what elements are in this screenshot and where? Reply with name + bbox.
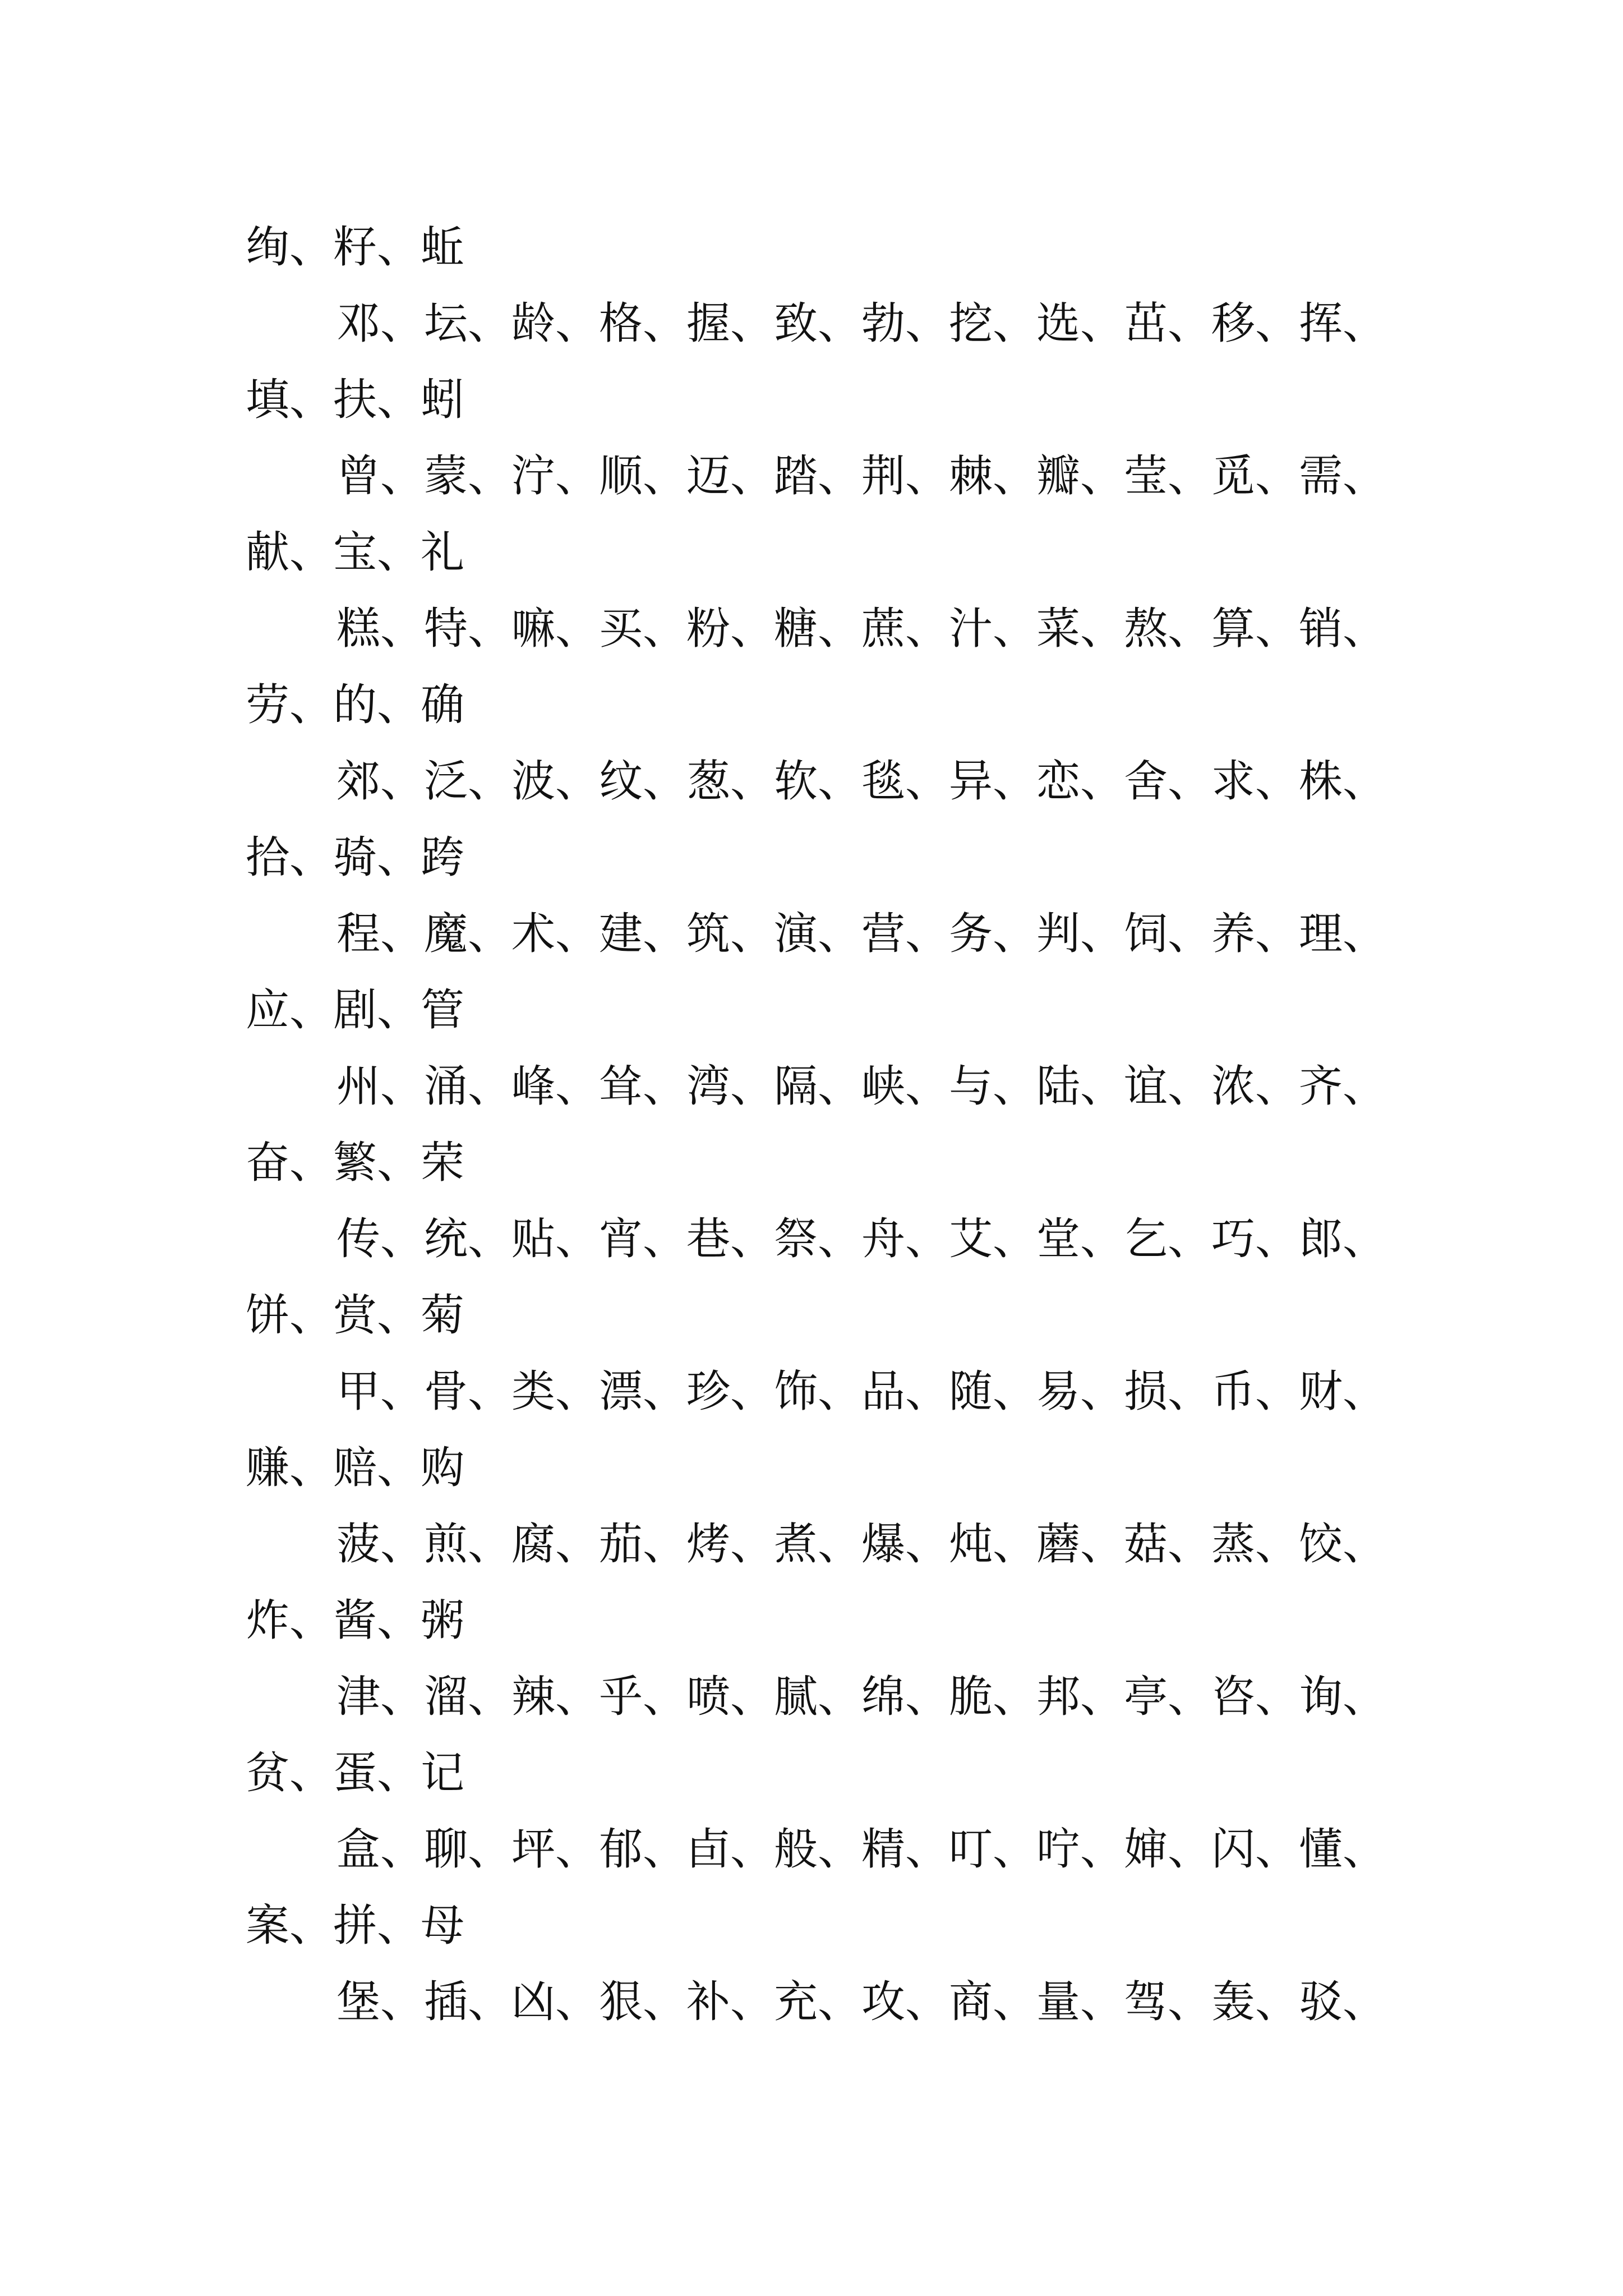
text-line: 填、扶、蚓 bbox=[246, 375, 465, 425]
text-line: 案、拼、母 bbox=[246, 1901, 465, 1951]
text-line: 州、涌、峰、耸、湾、隔、峡、与、陆、谊、浓、齐、 bbox=[336, 1061, 1387, 1112]
text-line: 劳、的、确 bbox=[246, 680, 465, 730]
text-line: 贫、蛋、记 bbox=[246, 1748, 465, 1798]
text-line: 糕、特、嘛、买、粉、糖、蔗、汁、菜、熬、算、销、 bbox=[336, 604, 1387, 654]
text-line: 应、剧、管 bbox=[246, 985, 465, 1036]
text-line: 奋、繁、荣 bbox=[246, 1138, 465, 1188]
character-list bbox=[246, 209, 1423, 2040]
text-line: 饼、赏、菊 bbox=[246, 1290, 465, 1341]
text-line: 邓、坛、龄、格、握、致、勃、挖、选、茁、移、挥、 bbox=[336, 298, 1387, 349]
text-line: 甲、骨、类、漂、珍、饰、品、随、易、损、币、财、 bbox=[336, 1366, 1387, 1417]
text-line: 堡、插、凶、狠、补、充、攻、商、量、驾、轰、驳、 bbox=[336, 1977, 1387, 2027]
text-line: 曾、蒙、泞、顺、迈、踏、荆、棘、瓣、莹、觅、需、 bbox=[336, 451, 1387, 501]
text-line: 盒、聊、坪、郁、卣、般、精、叮、咛、婶、闪、懂、 bbox=[336, 1824, 1387, 1875]
text-line: 绚、籽、蚯 bbox=[246, 222, 465, 273]
text-line: 炸、酱、粥 bbox=[246, 1595, 465, 1646]
text-line: 郊、泛、波、纹、葱、软、毯、异、恋、舍、求、株、 bbox=[336, 756, 1387, 807]
text-line: 传、统、贴、宵、巷、祭、舟、艾、堂、乞、巧、郎、 bbox=[336, 1214, 1387, 1264]
text-line: 程、魔、术、建、筑、演、营、务、判、饲、养、理、 bbox=[336, 909, 1387, 959]
text-line: 津、溜、辣、乎、喷、腻、绵、脆、邦、亭、咨、询、 bbox=[336, 1672, 1387, 1722]
text-line: 献、宝、礼 bbox=[246, 527, 465, 578]
text-line: 菠、煎、腐、茄、烤、煮、爆、炖、蘑、菇、蒸、饺、 bbox=[336, 1519, 1387, 1570]
text-line: 赚、赔、购 bbox=[246, 1443, 465, 1493]
text-line: 拾、骑、跨 bbox=[246, 832, 465, 883]
